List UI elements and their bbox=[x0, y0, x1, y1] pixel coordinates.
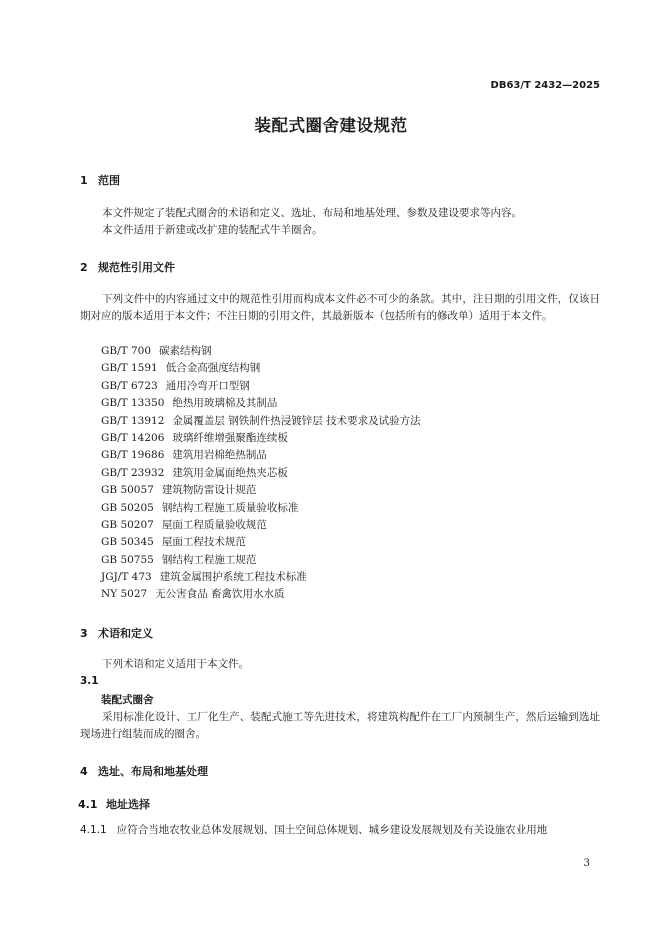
section-title: 范围 bbox=[98, 174, 120, 187]
clause-text: 应符合当地农牧业总体发展规划、国土空间总体规划、城乡建设发展规划及有关设施农业用地 bbox=[116, 824, 548, 836]
standard-number: DB63/T 2432—2025 bbox=[490, 80, 600, 91]
reference-code: JGJ/T 473 bbox=[101, 571, 152, 584]
reference-item bbox=[101, 482, 421, 499]
reference-item bbox=[101, 586, 421, 603]
reference-code: GB/T 6723 bbox=[101, 379, 158, 392]
section-number: 4 bbox=[80, 765, 88, 778]
section-title: 规范性引用文件 bbox=[98, 261, 175, 274]
scope-paragraph-2: 本文件适用于新建或改扩建的装配式牛羊圈舍。 bbox=[102, 224, 323, 236]
reference-list bbox=[101, 343, 421, 604]
reference-item bbox=[101, 465, 421, 482]
clause-number: 4.1.1 bbox=[80, 824, 107, 836]
normative-refs-intro: 下列文件中的内容通过文中的规范性引用而构成本文件必不可少的条款。其中，注日期的引用文件，仅该日期对应的版本适用于本文件；不注日期的引用文件，其最新版本（包括所有的修改单）适用于本文件。 bbox=[80, 293, 600, 322]
reference-title: 钢结构工程施工质量验收标准 bbox=[161, 501, 299, 514]
section-number: 2 bbox=[80, 261, 88, 274]
reference-item bbox=[101, 534, 421, 551]
reference-title: 绝热用玻璃棉及其制品 bbox=[172, 397, 278, 410]
reference-code: GB/T 13912 bbox=[101, 414, 165, 427]
reference-item bbox=[101, 552, 421, 569]
reference-title: 通用冷弯开口型钢 bbox=[165, 379, 250, 392]
reference-title: 金属覆盖层 钢铁制件热浸镀锌层 技术要求及试验方法 bbox=[172, 414, 421, 427]
clause-4-1-1 bbox=[80, 822, 600, 839]
section-number: 3 bbox=[80, 627, 88, 640]
reference-code: GB 50057 bbox=[101, 484, 154, 497]
page-number: 3 bbox=[583, 858, 590, 869]
reference-title: 无公害食品 畜禽饮用水水质 bbox=[155, 588, 285, 601]
reference-item bbox=[101, 343, 421, 360]
reference-item bbox=[101, 447, 421, 464]
term-number: 3.1 bbox=[80, 675, 99, 687]
reference-item bbox=[101, 569, 421, 586]
section-title: 选址、布局和地基处理 bbox=[98, 765, 208, 778]
reference-title: 屋面工程质量验收规范 bbox=[161, 518, 267, 531]
section-heading-terms bbox=[80, 625, 153, 641]
reference-code: GB/T 19686 bbox=[101, 449, 165, 462]
reference-code: GB/T 13350 bbox=[101, 397, 165, 410]
scope-paragraph-1: 本文件规定了装配式圈舍的术语和定义、选址、布局和地基处理、参数及建设要求等内容。 bbox=[102, 207, 522, 219]
section-heading-normative-refs bbox=[80, 259, 175, 275]
reference-item bbox=[101, 500, 421, 517]
section-number: 1 bbox=[80, 174, 88, 187]
subsection-heading-site-selection bbox=[78, 796, 150, 812]
reference-title: 钢结构工程施工规范 bbox=[161, 553, 257, 566]
reference-item bbox=[101, 395, 421, 412]
reference-title: 屋面工程技术规范 bbox=[161, 536, 246, 549]
reference-title: 建筑物防雷设计规范 bbox=[161, 484, 257, 497]
reference-title: 建筑金属围护系统工程技术标准 bbox=[159, 571, 307, 584]
reference-item bbox=[101, 413, 421, 430]
reference-title: 建筑用金属面绝热夹芯板 bbox=[172, 466, 288, 479]
subsection-title: 地址选择 bbox=[106, 798, 150, 811]
reference-title: 玻璃纤维增强聚酯连续板 bbox=[172, 431, 288, 444]
reference-item bbox=[101, 360, 421, 377]
reference-code: GB 50205 bbox=[101, 501, 154, 514]
reference-item bbox=[101, 430, 421, 447]
term-name: 装配式圈舍 bbox=[101, 694, 154, 706]
reference-title: 低合金高强度结构钢 bbox=[165, 362, 261, 375]
reference-code: GB/T 700 bbox=[101, 345, 152, 357]
section-heading-site bbox=[80, 763, 208, 779]
reference-code: GB 50207 bbox=[101, 518, 154, 531]
reference-code: GB/T 14206 bbox=[101, 431, 165, 444]
document-title: 装配式圈舍建设规范 bbox=[254, 116, 408, 135]
reference-code: GB/T 23932 bbox=[101, 466, 165, 479]
reference-code: GB/T 1591 bbox=[101, 362, 158, 375]
reference-item bbox=[101, 517, 421, 534]
subsection-number: 4.1 bbox=[78, 798, 98, 811]
reference-code: GB 50345 bbox=[101, 536, 154, 549]
term-definition: 采用标准化设计、工厂化生产、装配式施工等先进技术，将建筑构配件在工厂内预制生产，然后运输到选址现场进行组装而成的圈舍。 bbox=[80, 711, 600, 740]
reference-code: NY 5027 bbox=[101, 588, 148, 601]
section-title: 术语和定义 bbox=[98, 627, 153, 640]
reference-item bbox=[101, 378, 421, 395]
section-heading-scope bbox=[80, 172, 120, 188]
reference-title: 建筑用岩棉绝热制品 bbox=[172, 449, 267, 462]
terms-intro: 下列术语和定义适用于本文件。 bbox=[102, 658, 249, 670]
reference-code: GB 50755 bbox=[101, 553, 154, 566]
reference-title: 碳素结构钢 bbox=[159, 345, 212, 357]
